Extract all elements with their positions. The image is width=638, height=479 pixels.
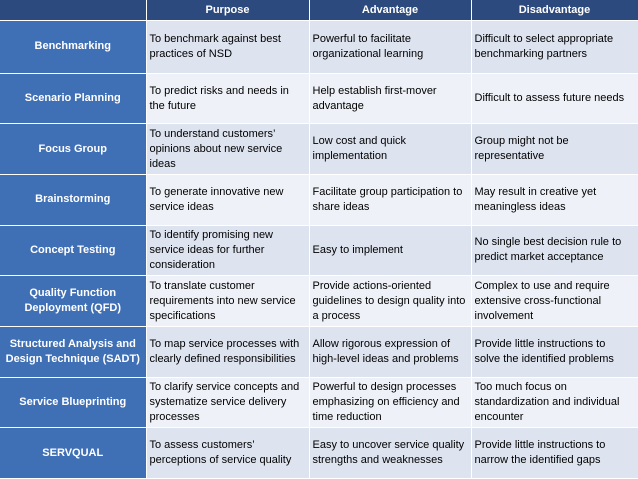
advantage-cell: Powerful to facilitate organizational learning — [309, 21, 471, 74]
header-disadvantage: Disadvantage — [471, 0, 638, 21]
purpose-cell: To map service processes with clearly defined responsibilities — [146, 326, 309, 377]
table-row — [0, 73, 638, 124]
advantage-cell: Low cost and quick implementation — [309, 124, 471, 175]
purpose-cell: To understand customers’ opinions about new service ideas — [146, 124, 309, 175]
advantage-cell: Allow rigorous expression of high-level ideas and problems — [309, 326, 471, 377]
table-row — [0, 175, 638, 226]
disadvantage-cell: Provide little instructions to solve the identified problems — [471, 326, 638, 377]
table-row — [0, 276, 638, 327]
method-name: Quality Function Deployment (QFD) — [0, 276, 146, 327]
purpose-cell: To predict risks and needs in the future — [146, 73, 309, 124]
table-row — [0, 326, 638, 377]
advantage-cell: Provide actions-oriented guidelines to design quality into a process — [309, 276, 471, 327]
purpose-cell: To benchmark against best practices of NSD — [146, 21, 309, 74]
advantage-cell: Help establish first-mover advantage — [309, 73, 471, 124]
header-purpose: Purpose — [146, 0, 309, 21]
purpose-cell: To clarify service concepts and systematize service delivery processes — [146, 377, 309, 428]
table-row — [0, 225, 638, 276]
header-advantage: Advantage — [309, 0, 471, 21]
table-row — [0, 428, 638, 479]
table-row — [0, 124, 638, 175]
advantage-cell: Easy to implement — [309, 225, 471, 276]
disadvantage-cell: Difficult to assess future needs — [471, 73, 638, 124]
advantage-cell: Powerful to design processes emphasizing on efficiency and time reduction — [309, 377, 471, 428]
table-row — [0, 377, 638, 428]
purpose-cell: To assess customers’ perceptions of service quality — [146, 428, 309, 479]
method-name: Structured Analysis and Design Technique (SADT) — [0, 326, 146, 377]
disadvantage-cell: Too much focus on standardization and individual encounter — [471, 377, 638, 428]
purpose-cell: To translate customer requirements into new service specifications — [146, 276, 309, 327]
table-row — [0, 21, 638, 74]
method-name: Scenario Planning — [0, 73, 146, 124]
header-row — [0, 0, 638, 21]
method-name: Concept Testing — [0, 225, 146, 276]
method-name: Focus Group — [0, 124, 146, 175]
disadvantage-cell: Complex to use and require extensive cross-functional involvement — [471, 276, 638, 327]
advantage-cell: Facilitate group participation to share ideas — [309, 175, 471, 226]
disadvantage-cell: May result in creative yet meaningless ideas — [471, 175, 638, 226]
advantage-cell: Easy to uncover service quality strengths and weaknesses — [309, 428, 471, 479]
disadvantage-cell: Provide little instructions to narrow the identified gaps — [471, 428, 638, 479]
method-name: Service Blueprinting — [0, 377, 146, 428]
disadvantage-cell: No single best decision rule to predict market acceptance — [471, 225, 638, 276]
disadvantage-cell: Difficult to select appropriate benchmarking partners — [471, 21, 638, 74]
method-name: Benchmarking — [0, 21, 146, 74]
purpose-cell: To generate innovative new service ideas — [146, 175, 309, 226]
method-name: SERVQUAL — [0, 428, 146, 479]
header-corner — [0, 0, 146, 21]
purpose-cell: To identify promising new service ideas for further consideration — [146, 225, 309, 276]
disadvantage-cell: Group might not be representative — [471, 124, 638, 175]
method-name: Brainstorming — [0, 175, 146, 226]
